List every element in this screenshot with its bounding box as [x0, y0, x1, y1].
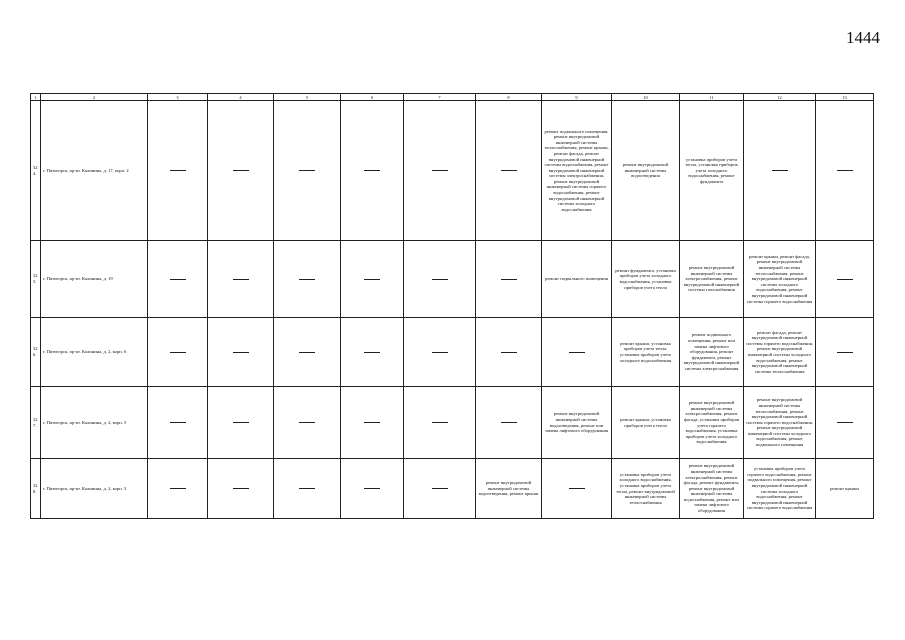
table-row	[31, 387, 874, 459]
work-type-cell: ремонт крыши, ремонт фасада, ремонт внутридомовой инженерной системы теплоснабжения, ремонт внутридомовой инженерной системы холодного водоснабжения, ремонт внутридомовой инженерной системы горячего водоснабжения	[744, 241, 816, 318]
empty-cell	[476, 318, 542, 387]
page-number: 1444	[846, 28, 880, 47]
column-number: 3	[148, 94, 208, 101]
table-row	[31, 459, 874, 519]
work-type-cell: установка приборов учета тепла, установка приборов учета холодного водоснабжения, ремонт фундамента	[680, 101, 744, 241]
dash-mark	[170, 422, 186, 423]
empty-cell	[816, 387, 874, 459]
table-row	[31, 101, 874, 241]
work-type-cell: ремонт внутридомовой инженерной системы водоотведения	[612, 101, 680, 241]
dash-mark	[233, 279, 249, 280]
empty-cell	[476, 101, 542, 241]
dash-mark	[364, 488, 380, 489]
column-number-row	[31, 94, 874, 101]
dash-mark	[432, 488, 448, 489]
column-number: 11	[680, 94, 744, 101]
dash-mark	[432, 170, 448, 171]
table-row	[31, 241, 874, 318]
empty-cell	[404, 241, 476, 318]
empty-cell	[208, 241, 274, 318]
work-type-cell: ремонт подвального помещения, ремонт внутридомовой инженерной системы теплоснабжения, ремонт крыши, ремонт фасада, ремонт внутридомовой инженерной системы водоснабжения, ремонт внутридомовой инженерной системы электроснабжения, ремонт внутридомовой инженерной системы горячего водоснабжения, ремонт внутридомовой инженерной системы холодного водоснабжения	[542, 101, 612, 241]
empty-cell	[274, 318, 341, 387]
column-number: 13	[816, 94, 874, 101]
dash-mark	[501, 352, 517, 353]
dash-mark	[432, 422, 448, 423]
dash-mark	[299, 279, 315, 280]
dash-mark	[299, 488, 315, 489]
work-type-cell: ремонт фасада, ремонт внутридомовой инженерной системы горячего водоснабжения, ремонт внутридомовой инженерной системы холодного водоснабжения, ремонт внутридомовой инженерной системы теплоснабжения	[744, 318, 816, 387]
empty-cell	[148, 318, 208, 387]
row-number: 324.	[31, 101, 41, 241]
dash-mark	[364, 279, 380, 280]
column-number: 5	[274, 94, 341, 101]
address-cell: г. Пятигорск, пр-кт. Калинина, д. 2, корп. 6	[41, 318, 148, 387]
row-number: 326.	[31, 318, 41, 387]
empty-cell	[148, 459, 208, 519]
dash-mark	[501, 422, 517, 423]
row-number: 327.	[31, 387, 41, 459]
work-type-cell: ремонт внутридомовой инженерной системы электроснабжения, ремонт фасада, установка приборов учета горячего водоснабжения, установка приборов учета холодного водоснабжения	[680, 387, 744, 459]
work-type-cell: ремонт внутридомовой инженерной системы электроснабжения, ремонт внутридомовой инженерной системы газоснабжения	[680, 241, 744, 318]
work-type-cell: установка приборов учета горячего водоснабжения, ремонт подвального помещения, ремонт внутридомовой инженерной системы холодного водоснабжения, ремонт внутридомовой инженерной системы горячего водоснабжения	[744, 459, 816, 519]
column-number: 7	[404, 94, 476, 101]
dash-mark	[233, 352, 249, 353]
table-row	[31, 318, 874, 387]
dash-mark	[837, 170, 853, 171]
empty-cell	[816, 101, 874, 241]
column-number: 12	[744, 94, 816, 101]
work-type-cell: ремонт крыши	[816, 459, 874, 519]
empty-cell	[341, 318, 404, 387]
work-type-cell: ремонт внутридомовой инженерной системы теплоснабжения, ремонт внутридомовой инженерной системы горячего водоснабжения, ремонт внутридомовой инженерной системы холодного водоснабжения, ремонт подвального помещения	[744, 387, 816, 459]
empty-cell	[148, 241, 208, 318]
column-number: 2	[41, 94, 148, 101]
dash-mark	[233, 422, 249, 423]
column-number: 4	[208, 94, 274, 101]
empty-cell	[208, 318, 274, 387]
dash-mark	[432, 279, 448, 280]
empty-cell	[341, 387, 404, 459]
column-number: 1	[31, 94, 41, 101]
work-type-cell: установка приборов учета холодного водоснабжения, установка приборов учета тепла, ремонт внутридомовой инженерной системы теплоснабжения	[612, 459, 680, 519]
dash-mark	[364, 170, 380, 171]
empty-cell	[274, 241, 341, 318]
column-number: 8	[476, 94, 542, 101]
dash-mark	[233, 170, 249, 171]
empty-cell	[542, 459, 612, 519]
dash-mark	[299, 422, 315, 423]
row-number: 325.	[31, 241, 41, 318]
empty-cell	[404, 459, 476, 519]
work-type-cell: ремонт внутридомовой инженерной системы водоотведения, ремонт крыши	[476, 459, 542, 519]
empty-cell	[341, 241, 404, 318]
empty-cell	[542, 318, 612, 387]
row-number: 328.	[31, 459, 41, 519]
address-cell: г. Пятигорск, пр-кт. Калинина, д. 17, корп. 2	[41, 101, 148, 241]
column-number: 10	[612, 94, 680, 101]
dash-mark	[170, 170, 186, 171]
empty-cell	[404, 101, 476, 241]
empty-cell	[148, 101, 208, 241]
empty-cell	[148, 387, 208, 459]
dash-mark	[432, 352, 448, 353]
empty-cell	[404, 387, 476, 459]
empty-cell	[208, 459, 274, 519]
column-number: 9	[542, 94, 612, 101]
dash-mark	[837, 422, 853, 423]
capital-repair-table	[30, 93, 874, 519]
work-type-cell: ремонт крыши, установка приборов учета тепла	[612, 387, 680, 459]
dash-mark	[569, 352, 585, 353]
empty-cell	[208, 387, 274, 459]
empty-cell	[341, 101, 404, 241]
empty-cell	[274, 387, 341, 459]
work-type-cell: ремонт подвального помещения	[542, 241, 612, 318]
dash-mark	[364, 352, 380, 353]
column-number: 6	[341, 94, 404, 101]
work-type-cell: ремонт фундамента, установка приборов учета холодного водоснабжения, установка приборов учета тепла	[612, 241, 680, 318]
dash-mark	[170, 279, 186, 280]
empty-cell	[476, 241, 542, 318]
address-cell: г. Пятигорск, пр-кт. Калинина, д. 2, корп. 3	[41, 459, 148, 519]
address-cell: г. Пятигорск, пр-кт. Калинина, д. 19	[41, 241, 148, 318]
empty-cell	[744, 101, 816, 241]
dash-mark	[170, 352, 186, 353]
empty-cell	[274, 101, 341, 241]
empty-cell	[476, 387, 542, 459]
dash-mark	[501, 279, 517, 280]
dash-mark	[364, 422, 380, 423]
empty-cell	[274, 459, 341, 519]
empty-cell	[341, 459, 404, 519]
address-cell: г. Пятигорск, пр-кт. Калинина, д. 2, корп. 5	[41, 387, 148, 459]
empty-cell	[816, 318, 874, 387]
empty-cell	[816, 241, 874, 318]
empty-cell	[404, 318, 476, 387]
dash-mark	[837, 352, 853, 353]
work-type-cell: ремонт внутридомовой инженерной системы электроснабжения, ремонт фасада, ремонт фундамента, ремонт внутридомовой инженерной системы водоснабжения, ремонт или замена лифтового оборудования	[680, 459, 744, 519]
dash-mark	[569, 488, 585, 489]
dash-mark	[501, 170, 517, 171]
work-type-cell: ремонт крыши, установка приборов учета тепла, установка приборов учета холодного водоснабжения	[612, 318, 680, 387]
empty-cell	[208, 101, 274, 241]
work-type-cell: ремонт внутридомовой инженерной системы водоотведения, ремонт или замена лифтового оборудования	[542, 387, 612, 459]
dash-mark	[299, 170, 315, 171]
dash-mark	[772, 170, 788, 171]
dash-mark	[170, 488, 186, 489]
dash-mark	[233, 488, 249, 489]
dash-mark	[837, 279, 853, 280]
dash-mark	[299, 352, 315, 353]
work-type-cell: ремонт подвального помещения, ремонт или замена лифтового оборудования, ремонт фундамента, ремонт внутридомовой инженерной системы электроснабжения	[680, 318, 744, 387]
